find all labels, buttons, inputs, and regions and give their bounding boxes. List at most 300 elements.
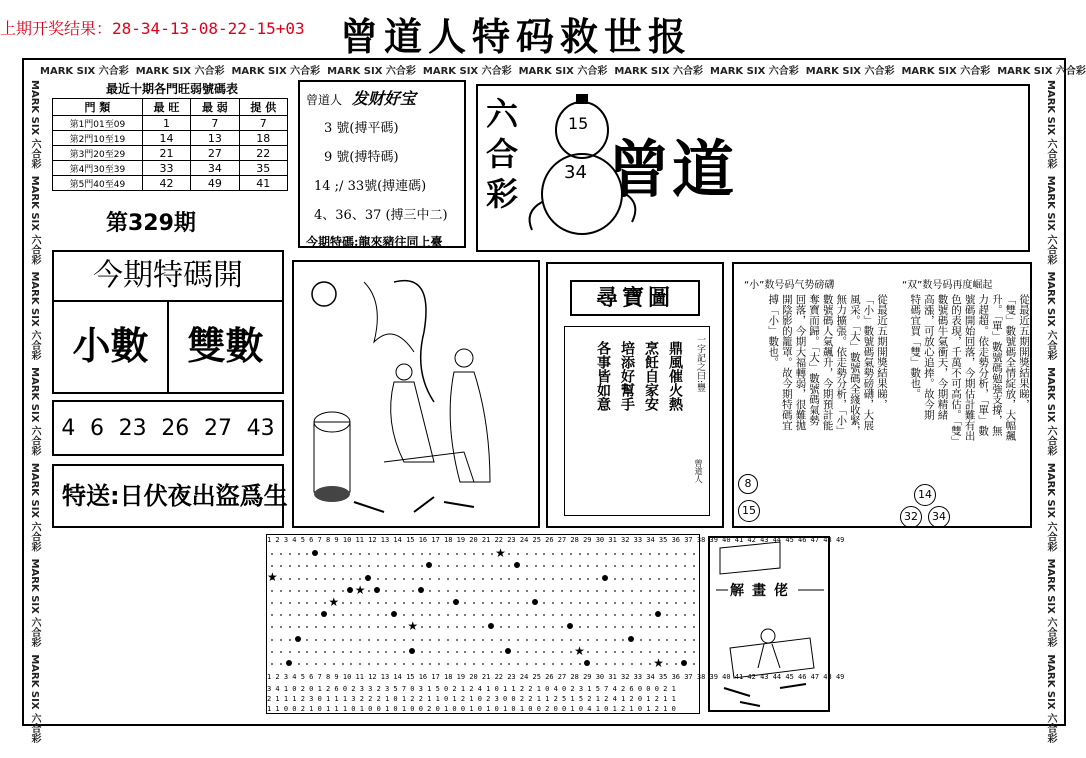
grid-dot [543, 651, 545, 653]
trend-dot [391, 611, 397, 617]
grid-dot [640, 578, 642, 580]
grid-dot [429, 614, 431, 616]
grid-dot [561, 602, 563, 604]
star-icon: ★ [407, 619, 419, 634]
grid-dot [429, 663, 431, 665]
grid-dot [552, 614, 554, 616]
grid-dot [491, 578, 493, 580]
grid-dot [315, 602, 317, 604]
grid-dot [403, 663, 405, 665]
grid-dot [421, 651, 423, 653]
grid-dot [535, 553, 537, 555]
grid-dot [666, 565, 668, 567]
grid-dot [350, 663, 352, 665]
grid-dot [464, 565, 466, 567]
grid-dot [508, 639, 510, 641]
grid-dot [684, 602, 686, 604]
grid-dot [614, 565, 616, 567]
last-result-line [0, 16, 305, 39]
grid-dot [508, 602, 510, 604]
last-result-label: 上期开奖结果： [0, 19, 113, 38]
grid-dot [271, 602, 273, 604]
grid-dot [482, 639, 484, 641]
grid-dot [587, 626, 589, 628]
table-row: 第3門20至29 21 27 22 [53, 146, 288, 161]
table-row: 第5門40至49 42 49 41 [53, 176, 288, 191]
grid-dot [324, 602, 326, 604]
grid-dot [640, 651, 642, 653]
analysis-col: 從最近五期開獎結果睇， [1018, 294, 1030, 410]
trend-dot [347, 587, 353, 593]
grid-dot [596, 602, 598, 604]
grid-dot [526, 602, 528, 604]
grid-dot [377, 578, 379, 580]
grid-dot [403, 614, 405, 616]
grid-dot [473, 565, 475, 567]
star-icon: ★ [574, 643, 585, 658]
grid-dot [473, 614, 475, 616]
grid-dot [350, 602, 352, 604]
grid-dot [421, 553, 423, 555]
grid-dot [649, 639, 651, 641]
grid-dot [666, 553, 668, 555]
grid-dot [622, 639, 624, 641]
grid-dot [658, 565, 660, 567]
grid-dot [631, 614, 633, 616]
grid-dot [429, 651, 431, 653]
grid-dot [482, 565, 484, 567]
grid-dot [377, 651, 379, 653]
grid-dot [596, 553, 598, 555]
grid-dot [324, 553, 326, 555]
grid-dot [464, 578, 466, 580]
grid-dot [394, 651, 396, 653]
grid-dot [464, 602, 466, 604]
logo-brand: 曾道 [608, 133, 737, 206]
grid-dot [280, 663, 282, 665]
grid-dot [535, 663, 537, 665]
grid-dot [342, 590, 344, 592]
grid-dot [535, 626, 537, 628]
grid-dot [368, 590, 370, 592]
grid-dot [377, 565, 379, 567]
grid-dot [482, 626, 484, 628]
analysis-col: 「雙」數號碼全情綻放，大幅飆 [1004, 294, 1017, 441]
grid-dot [587, 639, 589, 641]
ten-period-table-box [52, 80, 292, 192]
grid-dot [640, 590, 642, 592]
trend-dot [426, 562, 432, 568]
grid-dot [561, 590, 563, 592]
grid-dot [579, 553, 581, 555]
trend-dot [312, 550, 318, 556]
grid-dot [421, 663, 423, 665]
grid-dot [666, 602, 668, 604]
grid-dot [324, 626, 326, 628]
grid-dot [526, 565, 528, 567]
grid-dot [596, 663, 598, 665]
grid-dot [631, 553, 633, 555]
grid-dot [526, 663, 528, 665]
grid-dot [614, 663, 616, 665]
grid-dot [622, 663, 624, 665]
grid-dot [535, 565, 537, 567]
grid-dot [517, 639, 519, 641]
grid-dot [438, 602, 440, 604]
grid-dot [271, 565, 273, 567]
grid-dot [271, 553, 273, 555]
grid-dot [333, 614, 335, 616]
trend-dot [681, 660, 687, 666]
grid-dot [456, 614, 458, 616]
grid-dot [622, 651, 624, 653]
grid-dot [298, 663, 300, 665]
grid-dot [412, 590, 414, 592]
grid-dot [622, 602, 624, 604]
grid-dot [403, 626, 405, 628]
grid-dot [456, 639, 458, 641]
analysis-ball: 15 [738, 500, 760, 522]
grid-dot [561, 565, 563, 567]
grid-dot [675, 553, 677, 555]
analysis-col: 風采。「大」數號碼全綫收緊， [848, 294, 861, 436]
grid-dot [649, 651, 651, 653]
grid-dot [587, 565, 589, 567]
grid-dot [447, 578, 449, 580]
tips-line: 14 ;/ 33號(搏連碼) [314, 179, 427, 194]
grid-dot [421, 639, 423, 641]
grid-dot [631, 602, 633, 604]
grid-dot [631, 578, 633, 580]
grid-dot [658, 602, 660, 604]
grid-dot [526, 651, 528, 653]
grid-dot [517, 602, 519, 604]
grid-dot [666, 626, 668, 628]
grid-dot [666, 614, 668, 616]
grid-dot [359, 626, 361, 628]
grid-dot [429, 639, 431, 641]
grid-dot [622, 590, 624, 592]
grid-dot [456, 626, 458, 628]
special-number: 26 [161, 415, 190, 441]
logo-num2: 34 [564, 162, 587, 183]
special-send-box [52, 464, 288, 528]
trend-dot [286, 660, 292, 666]
grid-dot [482, 578, 484, 580]
grid-dot [473, 626, 475, 628]
grid-dot [377, 639, 379, 641]
grid-dot [658, 626, 660, 628]
grid-dot [605, 639, 607, 641]
grid-dot [403, 590, 405, 592]
grid-dot [570, 553, 572, 555]
grid-dot [368, 626, 370, 628]
grid-dot [693, 626, 695, 628]
grid-dot [543, 590, 545, 592]
grid-dot [280, 602, 282, 604]
grid-dot [693, 602, 695, 604]
grid-dot [596, 639, 598, 641]
grid-dot [403, 553, 405, 555]
grid-dot [385, 602, 387, 604]
analysis-col: 力趕超。依走勢分析，「單」數 [977, 294, 990, 436]
grid-dot [622, 553, 624, 555]
grid-dot [675, 626, 677, 628]
grid-dot [298, 565, 300, 567]
grid-dot [377, 626, 379, 628]
ten-period-table-title: 最近十期各門旺弱號碼表 [105, 82, 238, 96]
trend-dot [505, 648, 511, 654]
grid-dot [280, 614, 282, 616]
grid-dot [605, 553, 607, 555]
grid-dot [271, 614, 273, 616]
grid-dot [429, 590, 431, 592]
grid-dot [570, 614, 572, 616]
grid-dot [394, 663, 396, 665]
grid-dot [684, 614, 686, 616]
logo-left-chars: 六 合 彩 [486, 95, 519, 213]
grid-dot [491, 663, 493, 665]
grid-dot [342, 578, 344, 580]
grid-dot [500, 639, 502, 641]
grid-dot [543, 626, 545, 628]
grid-dot [464, 553, 466, 555]
grid-dot [658, 553, 660, 555]
grid-dot [447, 663, 449, 665]
grid-dot [614, 602, 616, 604]
grid-dot [579, 578, 581, 580]
grid-dot [464, 651, 466, 653]
analysis-col: 搏「小」數也。 [767, 294, 780, 368]
grid-dot [473, 602, 475, 604]
grid-dot [315, 565, 317, 567]
last-result-numbers: 28-34-13-08-22-15+03 [112, 19, 305, 38]
grid-dot [359, 663, 361, 665]
grid-dot [324, 578, 326, 580]
grid-dot [403, 602, 405, 604]
trend-footer-row: 2 1 1 1 2 3 0 1 1 1 3 2 2 2 1 0 1 2 2 1 1 0 1 2 1 0 2 3 0 0 2 2 1 1 2 5 1 5 2 1 2 4 1 2 0 1 2 1 1 [267, 695, 676, 703]
riddle-illustration-icon [710, 538, 828, 710]
table-header: 最 弱 [191, 99, 239, 116]
grid-dot [473, 651, 475, 653]
analysis-col: 高漲，可放心追捧。故今期 [922, 294, 935, 420]
trend-dot [365, 575, 371, 581]
grid-dot [675, 565, 677, 567]
grid-dot [298, 590, 300, 592]
grid-dot [394, 639, 396, 641]
analysis-col: 回落，今期大福轉弱，很難拋 [794, 294, 807, 431]
treasure-box [546, 262, 724, 528]
grid-dot [508, 565, 510, 567]
grid-dot [377, 553, 379, 555]
grid-dot [324, 565, 326, 567]
grid-dot [500, 614, 502, 616]
grid-dot [614, 553, 616, 555]
grid-dot [649, 590, 651, 592]
grid-dot [693, 639, 695, 641]
trend-dot [418, 587, 424, 593]
grid-dot [403, 651, 405, 653]
analysis-col: 特碼宜買「雙」數也。 [909, 294, 922, 399]
grid-dot [377, 602, 379, 604]
analysis-ball: 14 [914, 484, 936, 506]
grid-dot [622, 614, 624, 616]
grid-dot [385, 614, 387, 616]
grid-dot [456, 663, 458, 665]
grid-dot [658, 651, 660, 653]
grid-dot [429, 626, 431, 628]
grid-dot [517, 553, 519, 555]
grid-dot [342, 626, 344, 628]
grid-dot [482, 614, 484, 616]
grid-dot [666, 663, 668, 665]
grid-dot [359, 602, 361, 604]
treasure-col: 烹飪自家安 [643, 341, 659, 411]
grid-dot [333, 578, 335, 580]
grid-dot [552, 639, 554, 641]
grid-dot [543, 602, 545, 604]
grid-dot [570, 590, 572, 592]
grid-dot [394, 565, 396, 567]
grid-dot [605, 626, 607, 628]
grid-dot [464, 639, 466, 641]
treasure-col: 鼎風催火熱 [667, 341, 683, 411]
grid-dot [368, 614, 370, 616]
tips-name-script: 发财好宝 [351, 89, 416, 108]
grid-dot [666, 578, 668, 580]
grid-dot [535, 590, 537, 592]
grid-dot [543, 578, 545, 580]
grid-dot [684, 578, 686, 580]
grid-dot [280, 639, 282, 641]
grid-dot [350, 639, 352, 641]
grid-dot [271, 626, 273, 628]
grid-dot [306, 602, 308, 604]
grid-dot [271, 590, 273, 592]
grid-dot [675, 590, 677, 592]
trend-header-numbers: 1 2 3 4 5 6 7 8 9 10 11 12 13 14 15 16 17 18 19 20 21 22 23 24 25 26 27 28 29 30 31 32 33 34 35 36 37 38 39 40 41 42 43 44 45 46 47 48 49 [267, 673, 845, 681]
grid-dot [640, 614, 642, 616]
grid-dot [666, 639, 668, 641]
special-send-label: 特送: [62, 482, 120, 510]
trend-dot [409, 648, 415, 654]
riddle-title: 解畫佬 [728, 580, 798, 600]
grid-dot [675, 639, 677, 641]
grid-dot [394, 578, 396, 580]
grid-dot [350, 626, 352, 628]
grid-dot [377, 663, 379, 665]
watermark-strip-top: MARK SIX 六合彩 MARK SIX 六合彩 MARK SIX 六合彩 MARK SIX 六合彩 MARK SIX 六合彩 MARK SIX 六合彩 MARK SIX 六合彩 MARK SIX 六合彩 MARK SIX 六合彩 MARK SIX 六合彩 MARK SIX 六合彩 [40, 66, 1086, 77]
grid-dot [482, 663, 484, 665]
analysis-box [732, 262, 1032, 528]
grid-dot [579, 602, 581, 604]
grid-dot [587, 602, 589, 604]
analysis-col: 無力擴張。依走勢分析，「小」 [835, 294, 848, 436]
analysis-col: 從最近五期開獎結果睇， [876, 294, 888, 410]
trend-footer-row: 3 4 1 0 2 0 1 2 6 0 2 3 3 2 3 5 7 0 3 1 5 0 2 1 2 4 1 0 1 1 2 2 1 0 4 0 2 3 1 5 7 4 2 6 0 0 0 2 1 [267, 685, 676, 693]
grid-dot [447, 565, 449, 567]
grid-dot [447, 651, 449, 653]
grid-dot [587, 590, 589, 592]
analysis-double-heading: “双”数号码再度崛起 [902, 280, 993, 291]
grid-dot [561, 614, 563, 616]
grid-dot [552, 626, 554, 628]
grid-dot [596, 578, 598, 580]
grid-dot [350, 651, 352, 653]
analysis-col: 奪寶而歸。「大」數號碼氣勢 [808, 294, 821, 426]
special-open-left: 小數 [54, 302, 169, 392]
analysis-col: 升。「單」數號碼勉強支撐，無 [990, 294, 1003, 436]
grid-dot [429, 553, 431, 555]
grid-dot [517, 651, 519, 653]
grid-dot [306, 590, 308, 592]
star-icon: ★ [354, 582, 366, 597]
grid-dot [306, 565, 308, 567]
grid-dot [368, 565, 370, 567]
grid-dot [552, 578, 554, 580]
star-icon: ★ [267, 570, 278, 585]
grid-dot [385, 626, 387, 628]
grid-dot [640, 626, 642, 628]
trend-header-numbers: 1 2 3 4 5 6 7 8 9 10 11 12 13 14 15 16 17 18 19 20 21 22 23 24 25 26 27 28 29 30 31 32 33 34 35 36 37 38 39 40 41 42 43 44 45 46 47 48 49 [267, 536, 845, 544]
grid-dot [412, 565, 414, 567]
grid-dot [684, 651, 686, 653]
grid-dot [675, 614, 677, 616]
grid-dot [368, 639, 370, 641]
grid-dot [675, 663, 677, 665]
grid-dot [649, 626, 651, 628]
grid-dot [500, 565, 502, 567]
grid-dot [605, 651, 607, 653]
grid-dot [535, 614, 537, 616]
tips-box [298, 80, 466, 248]
watermark-strip-right: MARK SIX 六合彩 MARK SIX 六合彩 MARK SIX 六合彩 MARK SIX 六合彩 MARK SIX 六合彩 MARK SIX 六合彩 MARK SIX 六合彩 [1045, 80, 1056, 744]
grid-dot [359, 651, 361, 653]
grid-dot [658, 578, 660, 580]
grid-dot [350, 565, 352, 567]
grid-dot [666, 590, 668, 592]
grid-dot [649, 614, 651, 616]
grid-dot [482, 590, 484, 592]
grid-dot [491, 614, 493, 616]
grid-dot [570, 663, 572, 665]
trend-dot [584, 660, 590, 666]
grid-dot [543, 663, 545, 665]
grid-dot [394, 626, 396, 628]
grid-dot [587, 553, 589, 555]
grid-dot [640, 565, 642, 567]
grid-dot [333, 639, 335, 641]
grid-dot [350, 614, 352, 616]
grid-dot [385, 651, 387, 653]
grid-dot [482, 602, 484, 604]
grid-dot [684, 639, 686, 641]
grid-dot [412, 553, 414, 555]
trend-dots [267, 547, 699, 671]
scholar-illustration-icon [294, 262, 538, 526]
analysis-ball: 32 [900, 506, 922, 528]
grid-dot [491, 639, 493, 641]
logo-box [476, 84, 1030, 252]
ten-period-table [52, 98, 288, 191]
grid-dot [315, 639, 317, 641]
grid-dot [473, 553, 475, 555]
trend-dot [453, 599, 459, 605]
grid-dot [447, 602, 449, 604]
grid-dot [289, 626, 291, 628]
grid-dot [579, 639, 581, 641]
grid-dot [298, 651, 300, 653]
